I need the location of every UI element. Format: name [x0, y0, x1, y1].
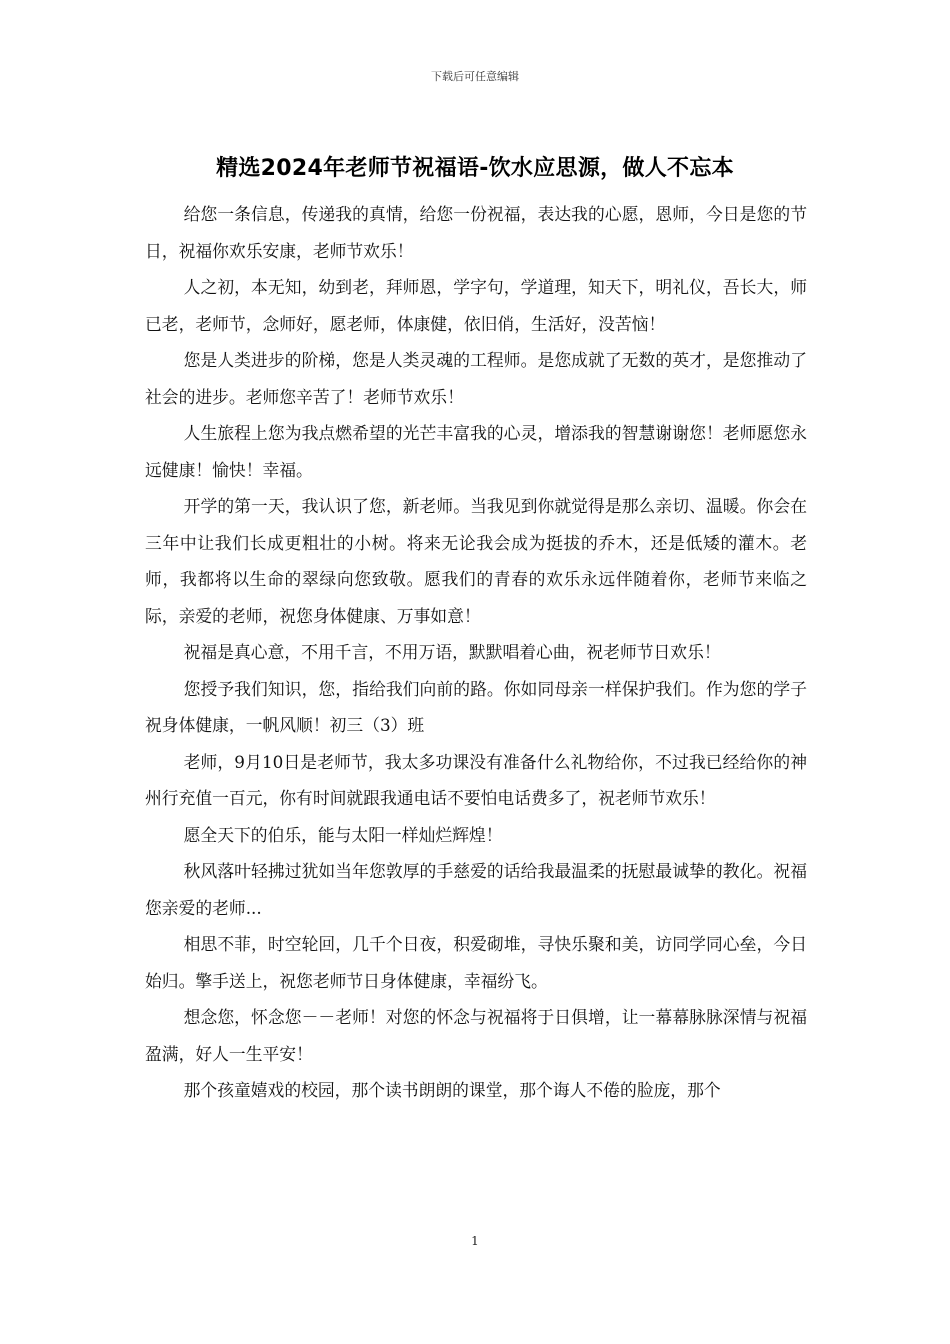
paragraph: 您授予我们知识，您，指给我们向前的路。你如同母亲一样保护我们。作为您的学子祝身体健康，一帆风顺！初三（3）班: [145, 678, 807, 735]
document-body: [145, 196, 807, 1109]
paragraph: 开学的第一天，我认识了您，新老师。当我见到你就觉得是那么亲切、温暖。你会在三年中让我们长成更粗壮的小树。将来无论我会成为挺拔的乔木，还是低矮的灌木。老师，我都将以生命的翠绿向您致敬。愿我们的青春的欢乐永远伴随着你，老师节来临之际，亲爱的老师，祝您身体健康、万事如意！: [145, 496, 807, 626]
paragraph: 祝福是真心意，不用千言，不用万语，默默唱着心曲，祝老师节日欢乐！: [183, 642, 721, 662]
paragraph: 想念您，怀念您－－老师！对您的怀念与祝福将于日俱增，让一幕幕脉脉深情与祝福盈满，好人一生平安！: [145, 1007, 807, 1064]
document-title: 精选2024年老师节祝福语-饮水应思源，做人不忘本: [216, 156, 734, 181]
paragraph: 愿全天下的伯乐，能与太阳一样灿烂辉煌！: [183, 824, 503, 845]
paragraph: 那个孩童嬉戏的校园，那个读书朗朗的课堂，那个诲人不倦的脸庞，那个: [183, 1080, 721, 1100]
paragraph: 相思不菲，时空轮回，几千个日夜，积爱砌堆，寻快乐聚和美，访同学同心垒，今日始归。擎手送上，祝您老师节日身体健康，幸福纷飞。: [145, 934, 807, 991]
paragraph: 老师，9月10日是老师节，我太多功课没有准备什么礼物给你，不过我已经给你的神州行充值一百元，你有时间就跟我通电话不要怕电话费多了，祝老师节欢乐！: [145, 751, 807, 808]
paragraph: 给您一条信息，传递我的真情，给您一份祝福，表达我的心愿，恩师，今日是您的节日，祝福你欢乐安康，老师节欢乐！: [145, 204, 807, 261]
paragraph: 人之初，本无知，幼到老，拜师恩，学字句，学道理，知天下，明礼仪，吾长大，师已老，老师节，念师好，愿老师，体康健，依旧俏，生活好，没苦恼！: [145, 277, 807, 334]
page-number: 1: [471, 1234, 479, 1248]
header-note: 下载后可任意编辑: [431, 70, 519, 83]
paragraph: 人生旅程上您为我点燃希望的光芒丰富我的心灵，增添我的智慧谢谢您！老师愿您永远健康！愉快！幸福。: [145, 423, 807, 480]
paragraph: 您是人类进步的阶梯，您是人类灵魂的工程师。是您成就了无数的英才，是您推动了社会的进步。老师您辛苦了！老师节欢乐！: [145, 350, 807, 407]
paragraph: 秋风落叶轻拂过犹如当年您敦厚的手慈爱的话给我最温柔的抚慰最诚挚的教化。祝福您亲爱的老师...: [145, 861, 807, 918]
